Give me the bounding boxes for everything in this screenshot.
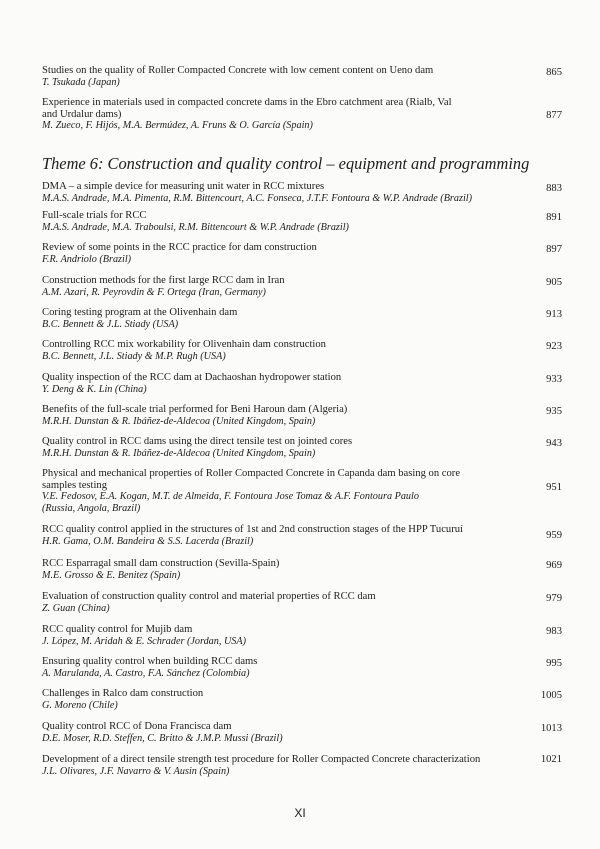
entry-authors: F.R. Andriolo (Brazil) xyxy=(42,253,132,265)
entry-page-number: 891 xyxy=(546,212,562,223)
toc-entry xyxy=(42,524,562,547)
entry-page-number: 913 xyxy=(546,309,562,320)
entry-page-number: 883 xyxy=(546,183,562,194)
entry-authors: B.C. Bennett & J.L. Stiady (USA) xyxy=(42,318,179,330)
entry-title: Controlling RCC mix workability for Olivenhain dam construction xyxy=(42,339,326,350)
entry-page-number: 979 xyxy=(546,593,562,604)
entry-authors: M.A.S. Andrade, M.A. Traboulsi, R.M. Bittencourt & W.P. Andrade (Brazil) xyxy=(42,221,349,233)
entry-authors: Z. Guan (China) xyxy=(42,602,110,614)
entry-page-number: 897 xyxy=(546,244,562,255)
entry-authors: M.E. Grosso & E. Benitez (Spain) xyxy=(42,569,181,581)
entry-title: Full-scale trials for RCC xyxy=(42,210,147,221)
toc-entry xyxy=(42,210,562,233)
toc-entry xyxy=(42,656,562,679)
entry-page-number: 1013 xyxy=(540,723,562,734)
entry-title: RCC quality control applied in the structures of 1st and 2nd construction stages of the HPP Tucuruí xyxy=(42,524,463,535)
entry-title: Review of some points in the RCC practice for dam construction xyxy=(42,242,317,253)
entry-authors: T. Tsukada (Japan) xyxy=(42,76,120,88)
entry-title: Studies on the quality of Roller Compacted Concrete with low cement content on Ueno dam xyxy=(42,65,434,76)
entry-page-number: 923 xyxy=(546,341,562,352)
entry-title: DMA – a simple device for measuring unit water in RCC mixtures xyxy=(42,181,325,192)
toc-entry xyxy=(42,404,562,427)
entry-title: Quality control in RCC dams using the direct tensile test on jointed cores xyxy=(42,436,353,447)
toc-entry xyxy=(42,97,562,132)
toc-entry xyxy=(42,372,562,395)
toc-entry xyxy=(42,468,562,514)
entry-page-number: 951 xyxy=(546,482,562,493)
entry-authors: A.M. Azari, R. Peyrovdin & F. Ortega (Iran, Germany) xyxy=(42,286,266,298)
toc-entry xyxy=(42,275,562,298)
entry-title: Benefits of the full-scale trial performed for Beni Haroun dam (Algeria) xyxy=(42,404,348,415)
entry-authors: J.L. Olivares, J.F. Navarro & V. Ausin (Spain) xyxy=(42,765,230,777)
page-number: XI xyxy=(294,806,306,820)
theme-heading: Theme 6: Construction and quality control – equipment and programming xyxy=(42,154,530,173)
entry-authors: M.A.S. Andrade, M.A. Pimenta, R.M. Bittencourt, A.C. Fonseca, J.T.F. Fontoura & W.P. Andrade (Brazil) xyxy=(42,192,473,204)
entry-title: Coring testing program at the Olivenhain dam xyxy=(42,307,238,318)
entry-page-number: 1005 xyxy=(540,690,562,701)
entry-title: Quality control RCC of Dona Francisca dam xyxy=(42,721,232,732)
entry-authors: H.R. Gama, O.M. Bandeira & S.S. Lacerda (Brazil) xyxy=(42,535,254,547)
entry-title: Experience in materials used in compacted concrete dams in the Ebro catchment area (Rialb, Val and Urdalur dams) xyxy=(42,97,452,120)
entry-page-number: 933 xyxy=(546,374,562,385)
entry-page-number: 1021 xyxy=(540,754,562,765)
entry-authors: M. Zueco, F. Hijós, M.A. Bermúdez, A. Fruns & O. García (Spain) xyxy=(42,120,313,131)
toc-entry xyxy=(42,721,562,744)
toc-entry xyxy=(42,307,562,330)
toc-entry xyxy=(42,181,562,204)
entry-title: Construction methods for the first large RCC dam in Iran xyxy=(42,275,285,286)
entry-page-number: 983 xyxy=(546,626,562,637)
entry-page-number: 865 xyxy=(546,67,562,78)
entry-page-number: 959 xyxy=(546,530,562,541)
toc-entry xyxy=(42,339,562,362)
toc-entry xyxy=(42,436,562,459)
entry-authors: J. López, M. Aridah & E. Schrader (Jordan, USA) xyxy=(42,635,247,647)
entry-title: Ensuring quality control when building RCC dams xyxy=(42,656,258,667)
entry-page-number: 995 xyxy=(546,658,562,669)
toc-entry xyxy=(42,624,562,647)
entry-page-number: 935 xyxy=(546,406,562,417)
entry-authors: A. Marulanda, A. Castro, F.A. Sánchez (Colombia) xyxy=(42,667,250,679)
toc-entry xyxy=(42,242,562,265)
entry-authors: M.R.H. Dunstan & R. Ibáñez-de-Aldecoa (United Kingdom, Spain) xyxy=(42,415,316,427)
entry-title: RCC quality control for Mujib dam xyxy=(42,624,193,635)
toc-entry xyxy=(42,65,562,88)
entry-title: Quality inspection of the RCC dam at Dachaoshan hydropower station xyxy=(42,372,342,383)
toc-entry xyxy=(42,591,562,614)
toc-entry xyxy=(42,754,562,777)
entry-title: Physical and mechanical properties of Roller Compacted Concrete in Capanda dam basing on core samples testing xyxy=(42,468,461,491)
entry-authors: B.C. Bennett, J.L. Stiady & M.P. Rugh (USA) xyxy=(42,350,226,362)
entry-title: RCC Esparragal small dam construction (Sevilla-Spain) xyxy=(42,558,280,569)
toc-entry xyxy=(42,688,562,711)
entry-page-number: 943 xyxy=(546,438,562,449)
entry-page-number: 969 xyxy=(546,560,562,571)
entry-authors: V.E. Fedosov, E.A. Kogan, M.T. de Almeida, F. Fontoura Jose Tomaz & A.F. Fontoura Paulo xyxy=(42,491,419,502)
entry-authors: G. Moreno (Chile) xyxy=(42,699,118,711)
entry-title: Evaluation of construction quality control and material properties of RCC dam xyxy=(42,591,376,602)
entry-authors-countries: (Russia, Angola, Brazil) xyxy=(42,502,141,514)
entry-title: Challenges in Ralco dam construction xyxy=(42,688,204,699)
entry-page-number: 877 xyxy=(546,110,562,121)
entry-page-number: 905 xyxy=(546,277,562,288)
toc-entry xyxy=(42,558,562,581)
entry-title: Development of a direct tensile strength test procedure for Roller Compacted Concrete characterization xyxy=(42,754,481,765)
entry-authors: Y. Deng & K. Lin (China) xyxy=(42,383,147,395)
entry-authors: D.E. Moser, R.D. Steffen, C. Britto & J.M.P. Mussi (Brazil) xyxy=(42,732,283,744)
entry-authors: M.R.H. Dunstan & R. Ibáñez-de-Aldecoa (United Kingdom, Spain) xyxy=(42,447,316,459)
